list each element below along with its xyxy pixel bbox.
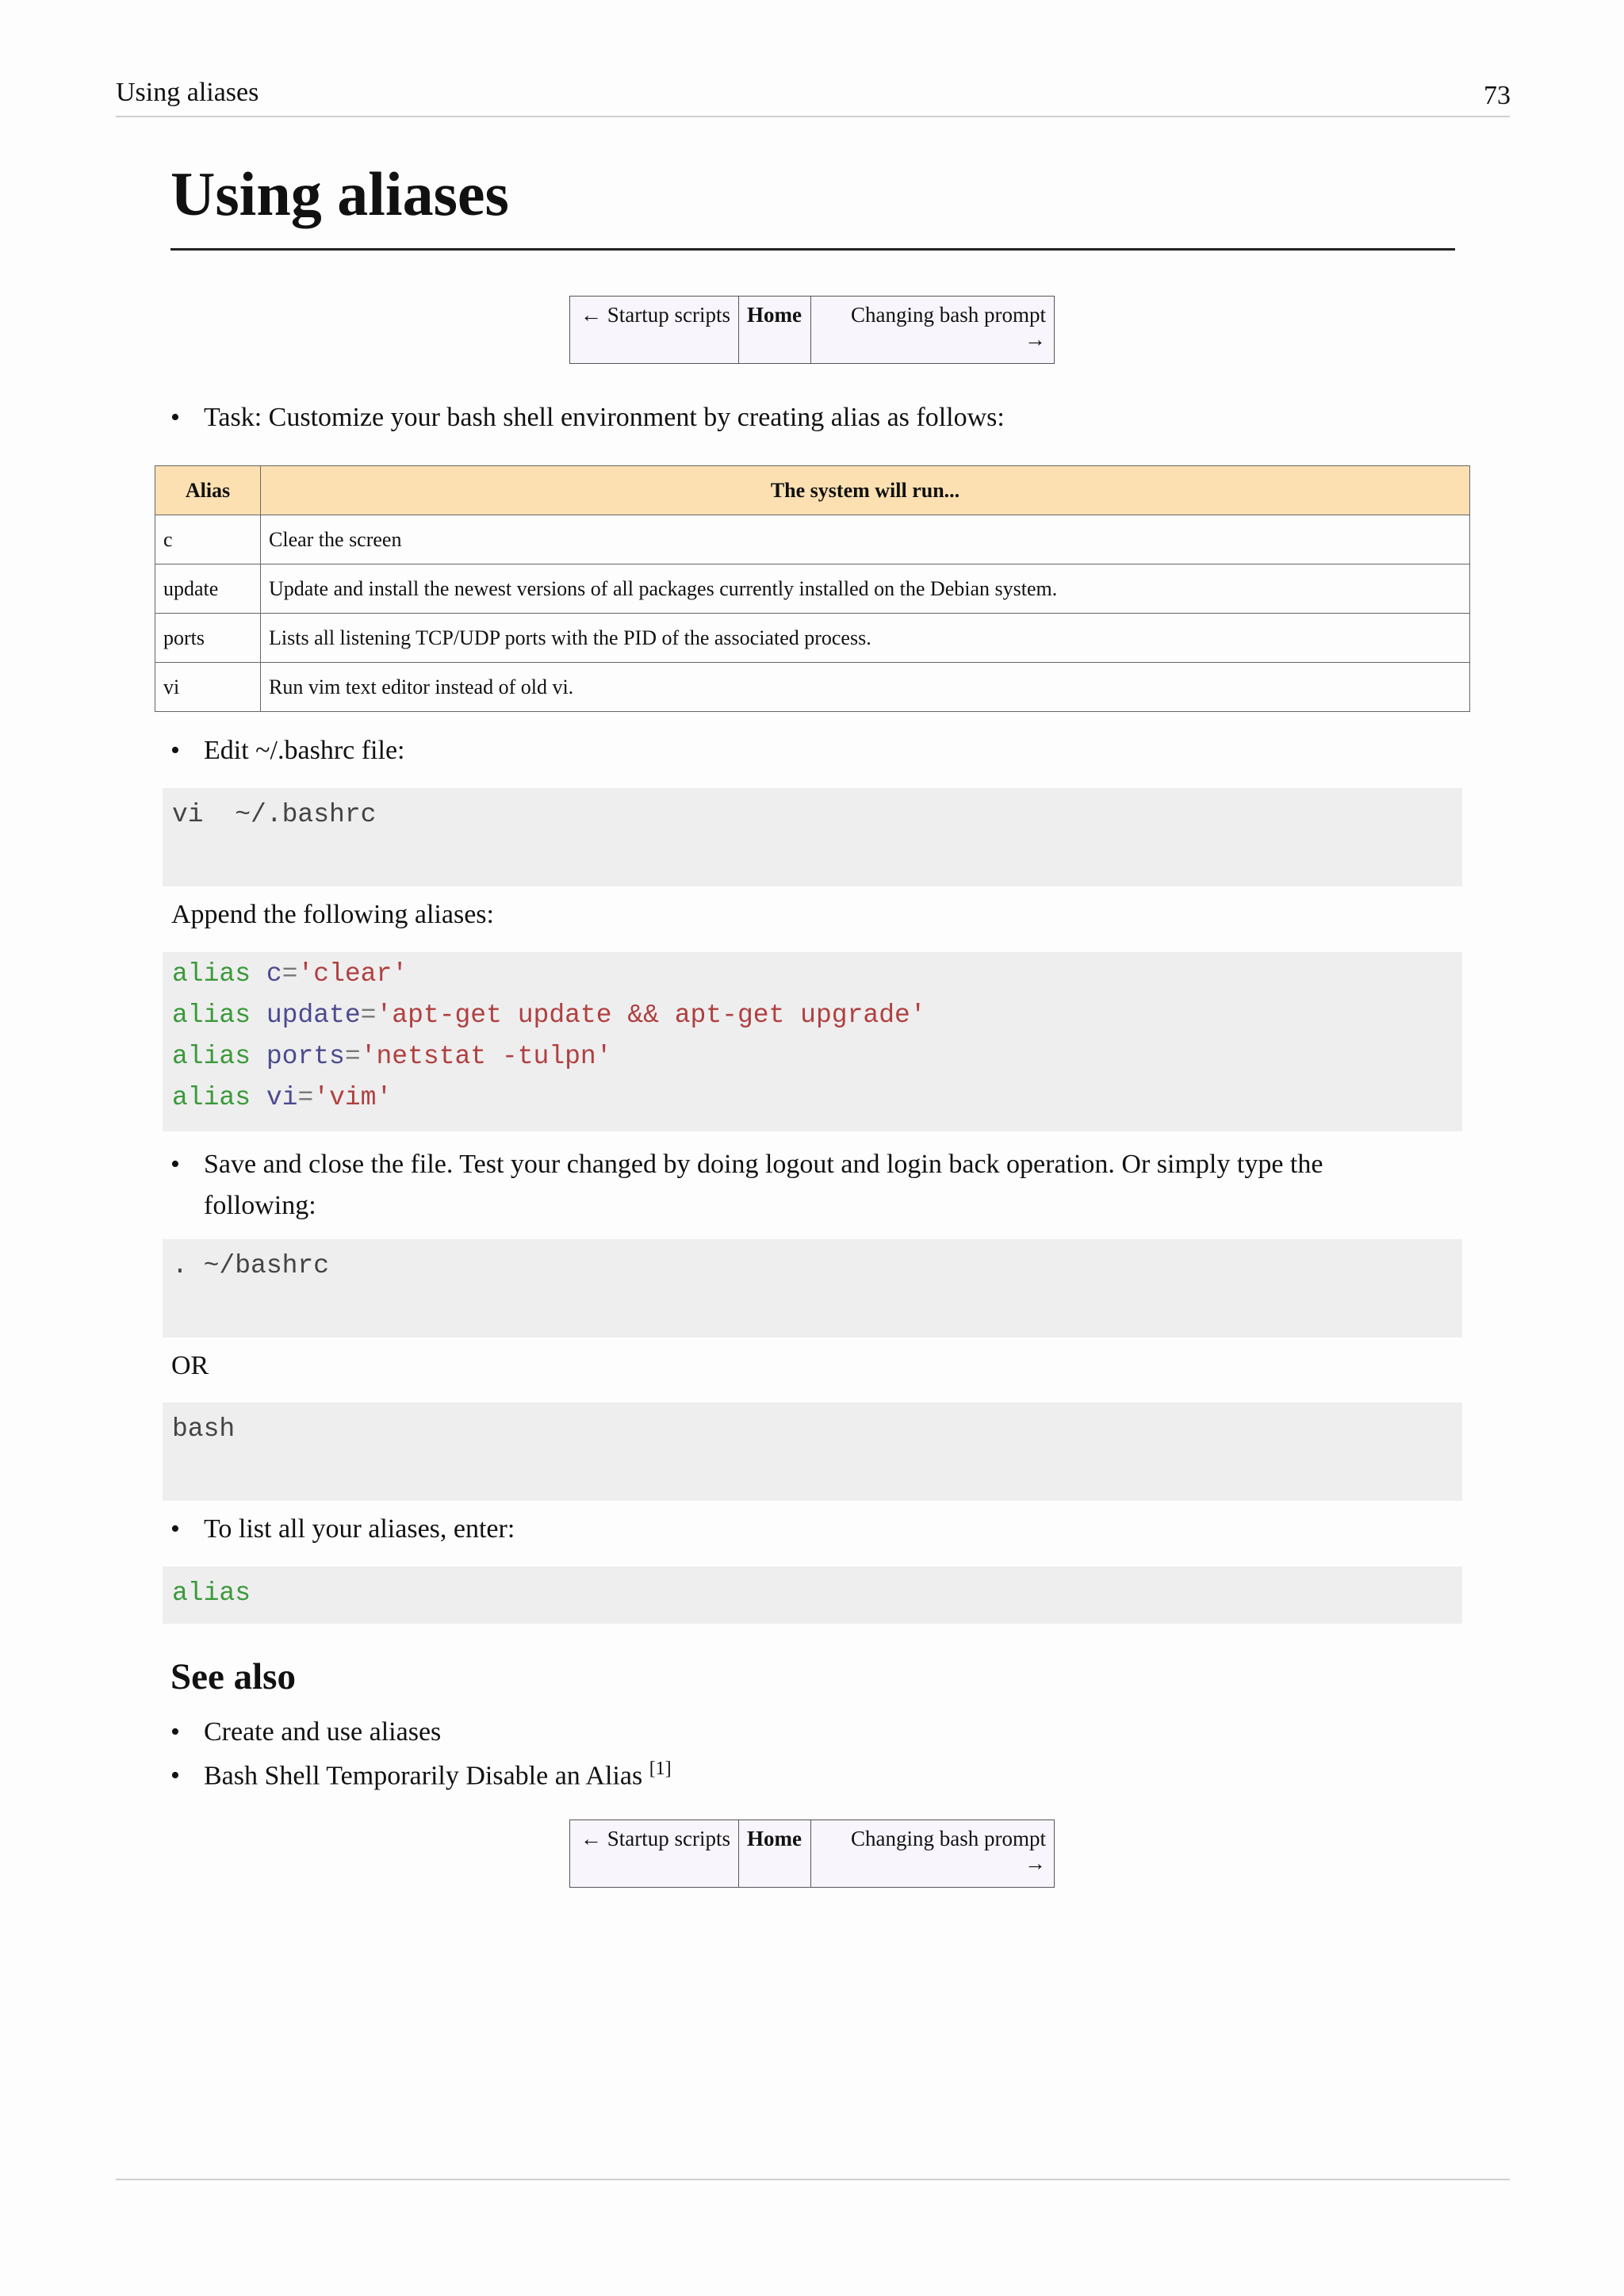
nav-home-link[interactable]: Home <box>747 1827 802 1850</box>
save-bullet-text: Save and close the file. Test your changed by doing logout and login back operation. Or simply type the <box>204 1150 1323 1179</box>
code-line: alias <box>172 1578 251 1608</box>
code-line: alias update='apt-get update && apt-get upgrade' <box>172 1001 926 1030</box>
see-also-heading: See also <box>170 1656 296 1697</box>
table-row <box>155 614 1470 663</box>
page-title: Using aliases <box>170 159 509 228</box>
append-paragraph: Append the following aliases: <box>171 900 494 929</box>
list-bullet: • To list all your aliases, enter: <box>170 1514 515 1544</box>
reference-marker[interactable]: [1] <box>649 1758 672 1779</box>
description-cell: Lists all listening TCP/UDP ports with the PID of the associated process. <box>261 614 1470 663</box>
code-line: alias ports='netstat -tulpn' <box>172 1042 612 1071</box>
save-bullet: • Save and close the file. Test your changed by doing logout and login back operation. Or simply type the following: <box>170 1150 1323 1220</box>
code-line: . ~/bashrc <box>172 1251 330 1280</box>
alias-cell: ports <box>155 614 261 663</box>
intro-bullet-text: Task: Customize your bash shell environment by creating alias as follows: <box>204 403 1005 432</box>
alias-cell: c <box>155 515 261 564</box>
header-divider <box>116 116 1510 117</box>
code-line: vi ~/.bashrc <box>172 800 377 829</box>
nav-prev-link[interactable]: ← Startup scripts <box>580 303 730 327</box>
or-paragraph: OR <box>171 1351 209 1380</box>
code-block-bash <box>163 1402 1462 1501</box>
table-row <box>155 564 1470 614</box>
running-header-title: Using aliases <box>116 78 259 107</box>
top-navigation <box>569 296 1055 364</box>
see-also-link[interactable]: Bash Shell Temporarily Disable an Alias <box>204 1761 643 1791</box>
code-block-aliases <box>163 952 1462 1131</box>
title-divider <box>170 248 1455 251</box>
arrow-right-icon: → <box>1025 1851 1046 1875</box>
alias-cell: update <box>155 564 261 614</box>
nav-next-link[interactable] <box>819 303 1046 352</box>
code-block-edit <box>163 788 1462 886</box>
footer-divider <box>116 2179 1510 2180</box>
save-bullet-text-continued: following: <box>204 1191 316 1220</box>
alias-column-header: Alias <box>155 466 261 515</box>
code-block-source <box>163 1239 1462 1337</box>
edit-bullet-text: Edit ~/.bashrc file: <box>204 736 405 765</box>
description-cell: Update and install the newest versions of all packages currently installed on the Debian system. <box>261 564 1470 614</box>
see-also-item: • Create and use aliases <box>170 1717 442 1747</box>
arrow-right-icon: → <box>1025 327 1046 351</box>
description-cell: Run vim text editor instead of old vi. <box>261 663 1470 712</box>
nav-prev-link[interactable]: ← Startup scripts <box>580 1827 730 1850</box>
list-bullet-text: To list all your aliases, enter: <box>204 1514 515 1544</box>
see-also-link[interactable]: Create and use aliases <box>204 1717 442 1747</box>
code-line: alias vi='vim' <box>172 1083 393 1112</box>
nav-next-link[interactable] <box>819 1827 1046 1876</box>
nav-next-label: Changing bash prompt <box>851 303 1046 327</box>
alias-cell: vi <box>155 663 261 712</box>
nav-next-label: Changing bash prompt <box>851 1827 1046 1850</box>
code-block-alias <box>163 1567 1462 1624</box>
code-line: bash <box>172 1414 236 1444</box>
bottom-navigation <box>569 1820 1055 1888</box>
table-row <box>155 663 1470 712</box>
command-column-header: The system will run... <box>261 466 1470 515</box>
table-row <box>155 515 1470 564</box>
edit-bullet: • Edit ~/.bashrc file: <box>170 736 405 765</box>
alias-table <box>155 465 1470 712</box>
see-also-item: • Bash Shell Temporarily Disable an Alias [1] <box>170 1758 672 1791</box>
description-cell: Clear the screen <box>261 515 1470 564</box>
page-number: 73 <box>1484 81 1511 110</box>
code-line: alias c='clear' <box>172 959 408 989</box>
intro-bullet: • Task: Customize your bash shell environment by creating alias as follows: <box>170 403 1005 432</box>
nav-home-link[interactable]: Home <box>747 303 802 327</box>
